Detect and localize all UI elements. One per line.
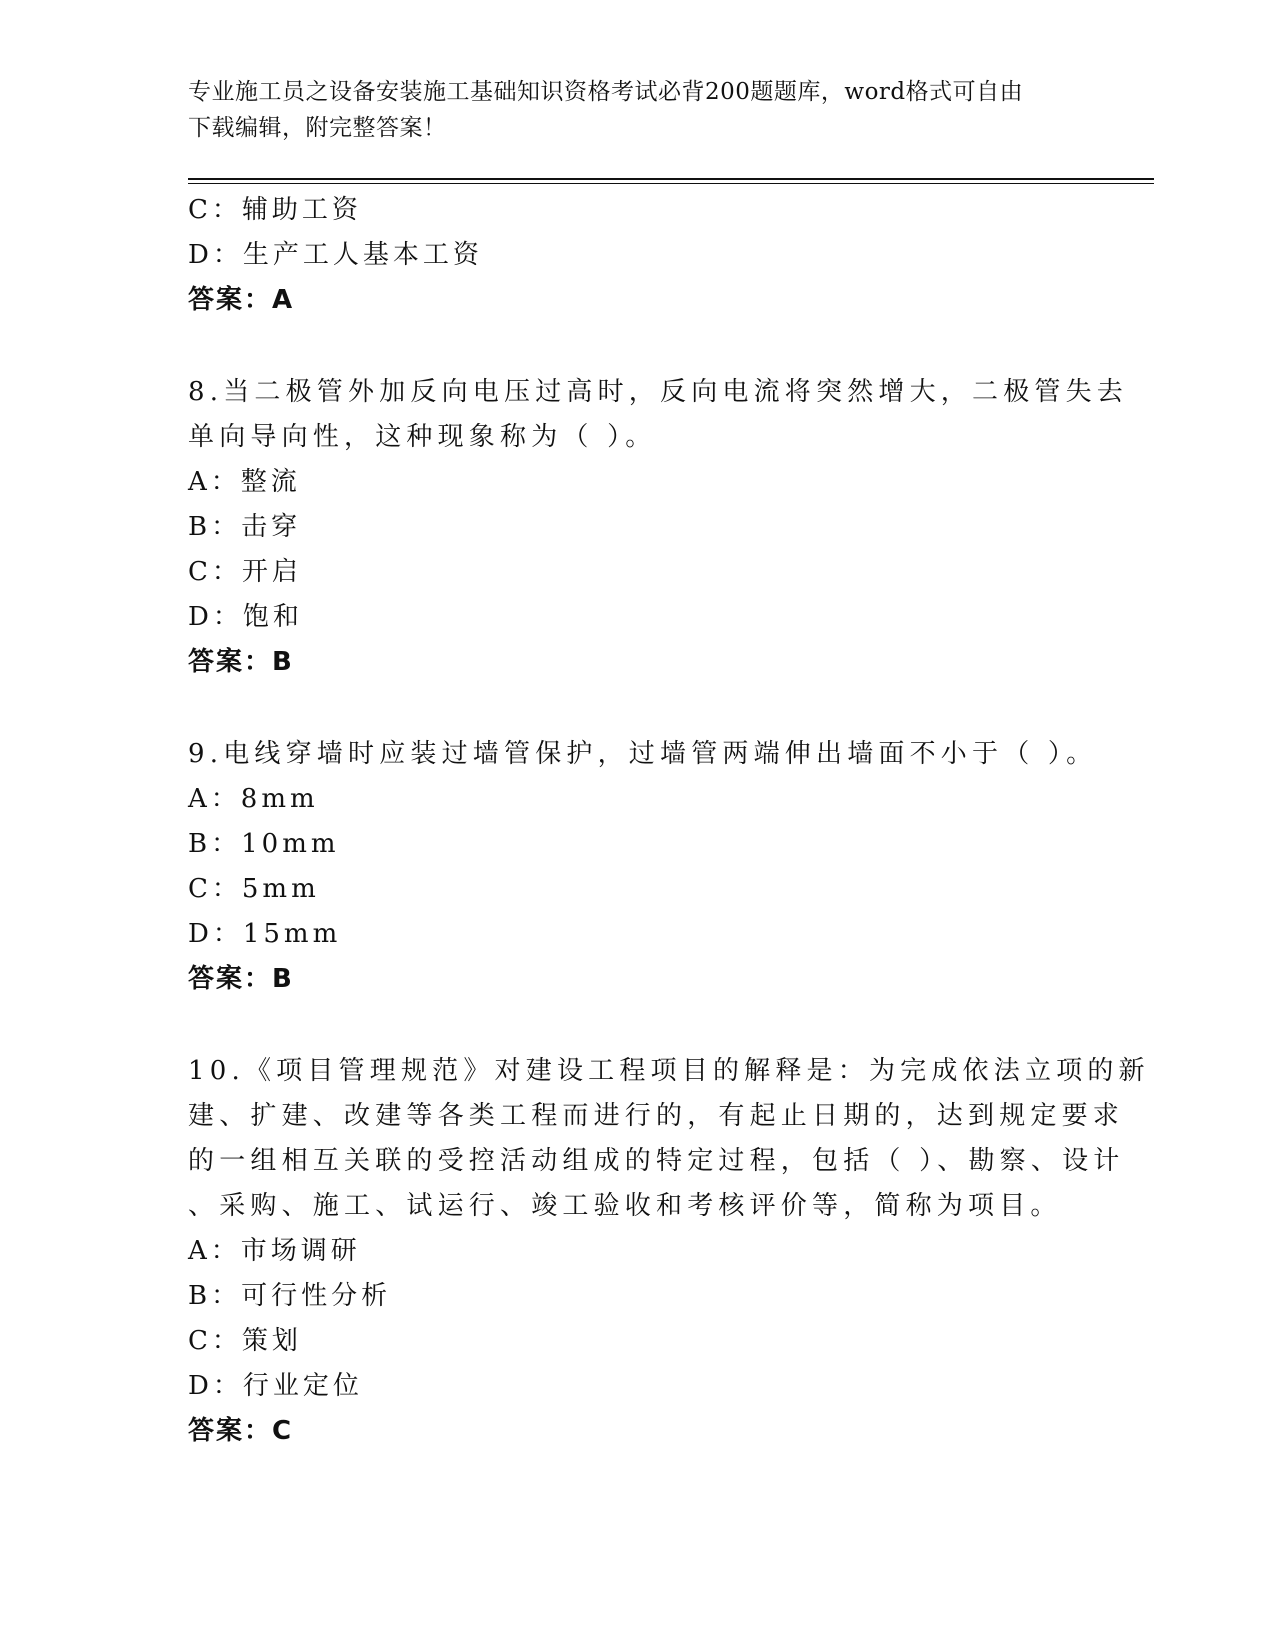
option-a: A：市场调研: [188, 1236, 361, 1266]
answer-line: 答案：B: [188, 647, 294, 677]
option-d: D：饱和: [188, 602, 303, 632]
option-c: C：辅助工资: [188, 195, 362, 225]
question-text-line: 、采购、施工、试运行、竣工验收和考核评价等，简称为项目。: [188, 1191, 1062, 1221]
option-a: A：整流: [188, 467, 301, 497]
header-line-2: 下载编辑，附完整答案！: [188, 115, 447, 141]
option-b: B：击穿: [188, 512, 302, 542]
answer-line: 答案：B: [188, 964, 294, 994]
header-divider-thick: [188, 178, 1154, 180]
option-d: D：行业定位: [188, 1371, 363, 1401]
question-10: [188, 1049, 1150, 1454]
question-9: [188, 732, 1098, 1002]
option-b: B：可行性分析: [188, 1281, 392, 1311]
option-c: C：开启: [188, 557, 302, 587]
option-b: B：10mm: [188, 829, 340, 859]
header-divider-thin: [188, 183, 1154, 184]
question-content: [188, 188, 1150, 1454]
previous-question-tail: [188, 188, 1088, 323]
question-text-line: 9.电线穿墙时应装过墙管保护，过墙管两端伸出墙面不小于（ ）。: [188, 739, 1098, 769]
option-c: C：5mm: [188, 874, 320, 904]
option-d: D：生产工人基本工资: [188, 240, 483, 270]
spacer: [188, 685, 1088, 732]
header-line-1: 专业施工员之设备安装施工基础知识资格考试必背200题题库，word格式可自由: [188, 79, 1024, 105]
question-text-line: 8.当二极管外加反向电压过高时，反向电流将突然增大，二极管失去: [188, 377, 1129, 407]
option-c: C：策划: [188, 1326, 302, 1356]
answer-line: 答案：A: [188, 285, 295, 315]
spacer: [188, 1002, 1088, 1049]
question-text-line: 建、扩建、改建等各类工程而进行的，有起止日期的，达到规定要求: [188, 1101, 1125, 1131]
question-text-line: 单向导向性，这种现象称为（ ）。: [188, 422, 657, 452]
option-a: A：8mm: [188, 784, 319, 814]
spacer: [188, 323, 1088, 370]
question-text-line: 的一组相互关联的受控活动组成的特定过程，包括（ ）、勘察、设计: [188, 1146, 1125, 1176]
question-8: [188, 370, 1129, 685]
option-d: D：15mm: [188, 919, 342, 949]
answer-line: 答案：C: [188, 1416, 294, 1446]
question-text-line: 10.《项目管理规范》对建设工程项目的解释是：为完成依法立项的新: [188, 1056, 1150, 1086]
document-header: [188, 74, 1068, 146]
